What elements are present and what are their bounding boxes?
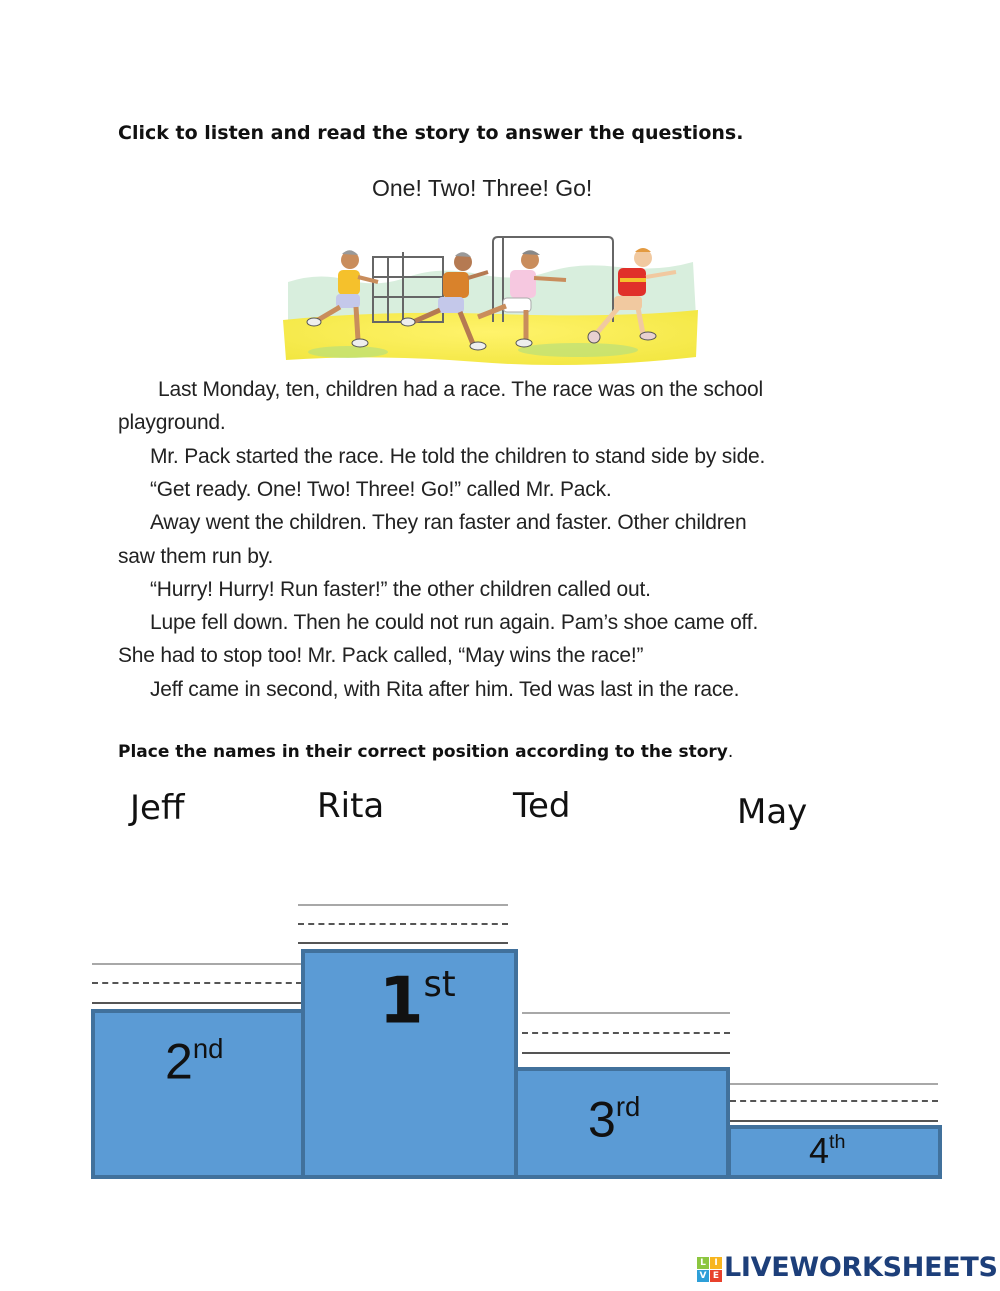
rank-suffix: nd [192,1033,224,1064]
guide-line [522,1012,730,1014]
dropzone-fourth[interactable] [730,1078,940,1126]
guide-line-dashed [92,982,302,984]
logo-block: L [697,1257,709,1269]
listen-instruction: Click to listen and read the story to answer the questions. [118,122,744,144]
children-running-icon [278,222,703,367]
story-line: Jeff came in second, with Rita after him. Ted was last in the race. [150,678,740,701]
name-rita[interactable]: Rita [317,786,385,826]
guide-line [92,963,302,965]
liveworksheets-logo[interactable]: LIVEWORKSHEETS [724,1252,998,1283]
guide-line [298,904,508,906]
story-line: Lupe fell down. Then he could not run again. Pam’s shoe came off. [150,611,759,634]
rank-label-third [588,1091,641,1148]
name-jeff[interactable]: Jeff [130,788,185,828]
guide-line [522,1052,730,1054]
story-line: She had to stop too! Mr. Pack called, “May wins the race!” [118,644,644,667]
guide-line-dashed [522,1032,730,1034]
story-title: One! Two! Three! Go! [372,175,593,201]
rank-number: 2 [165,1033,193,1090]
name-may[interactable]: May [737,792,808,832]
logo-block: V [697,1270,709,1282]
podium-first [301,949,518,1179]
story-line: saw them run by. [118,545,274,568]
guide-line [92,1002,302,1004]
podium-second [91,1009,305,1179]
story-line: “Get ready. One! Two! Three! Go!” called Mr. Pack. [150,478,612,501]
logo-block: E [710,1270,722,1282]
rank-number: 1 [379,964,424,1039]
place-instruction-text: Place the names in their correct position according to the story [118,742,728,762]
podium-third [514,1067,730,1179]
place-instruction [118,742,733,762]
rank-suffix: th [829,1131,846,1154]
story-line: Last Monday, ten, children had a race. The race was on the school [158,378,763,401]
rank-number: 3 [588,1091,616,1148]
guide-line [730,1083,938,1085]
rank-label-fourth [809,1130,846,1171]
place-instruction-period: . [727,742,734,762]
logo-block: I [710,1257,722,1269]
guide-line [298,942,508,944]
rank-label-second [165,1033,224,1090]
liveworksheets-logo-icon [697,1257,722,1282]
guide-line-dashed [298,923,508,925]
story-line: Mr. Pack started the race. He told the children to stand side by side. [150,445,766,468]
story-line: “Hurry! Hurry! Run faster!” the other children called out. [150,578,651,601]
guide-line [730,1120,938,1122]
story-line: playground. [118,411,226,434]
guide-line-dashed [730,1100,938,1102]
race-illustration [278,222,703,367]
dropzone-first[interactable] [298,900,510,950]
dropzone-second[interactable] [92,960,302,1010]
rank-suffix: st [423,964,456,1005]
story-line: Away went the children. They ran faster and faster. Other children [150,511,747,534]
dropzone-third[interactable] [522,1008,732,1066]
podium-fourth [727,1125,942,1179]
name-ted[interactable]: Ted [513,786,571,826]
rank-label-first [379,964,456,1039]
rank-suffix: rd [615,1091,641,1122]
rank-number: 4 [809,1130,830,1171]
